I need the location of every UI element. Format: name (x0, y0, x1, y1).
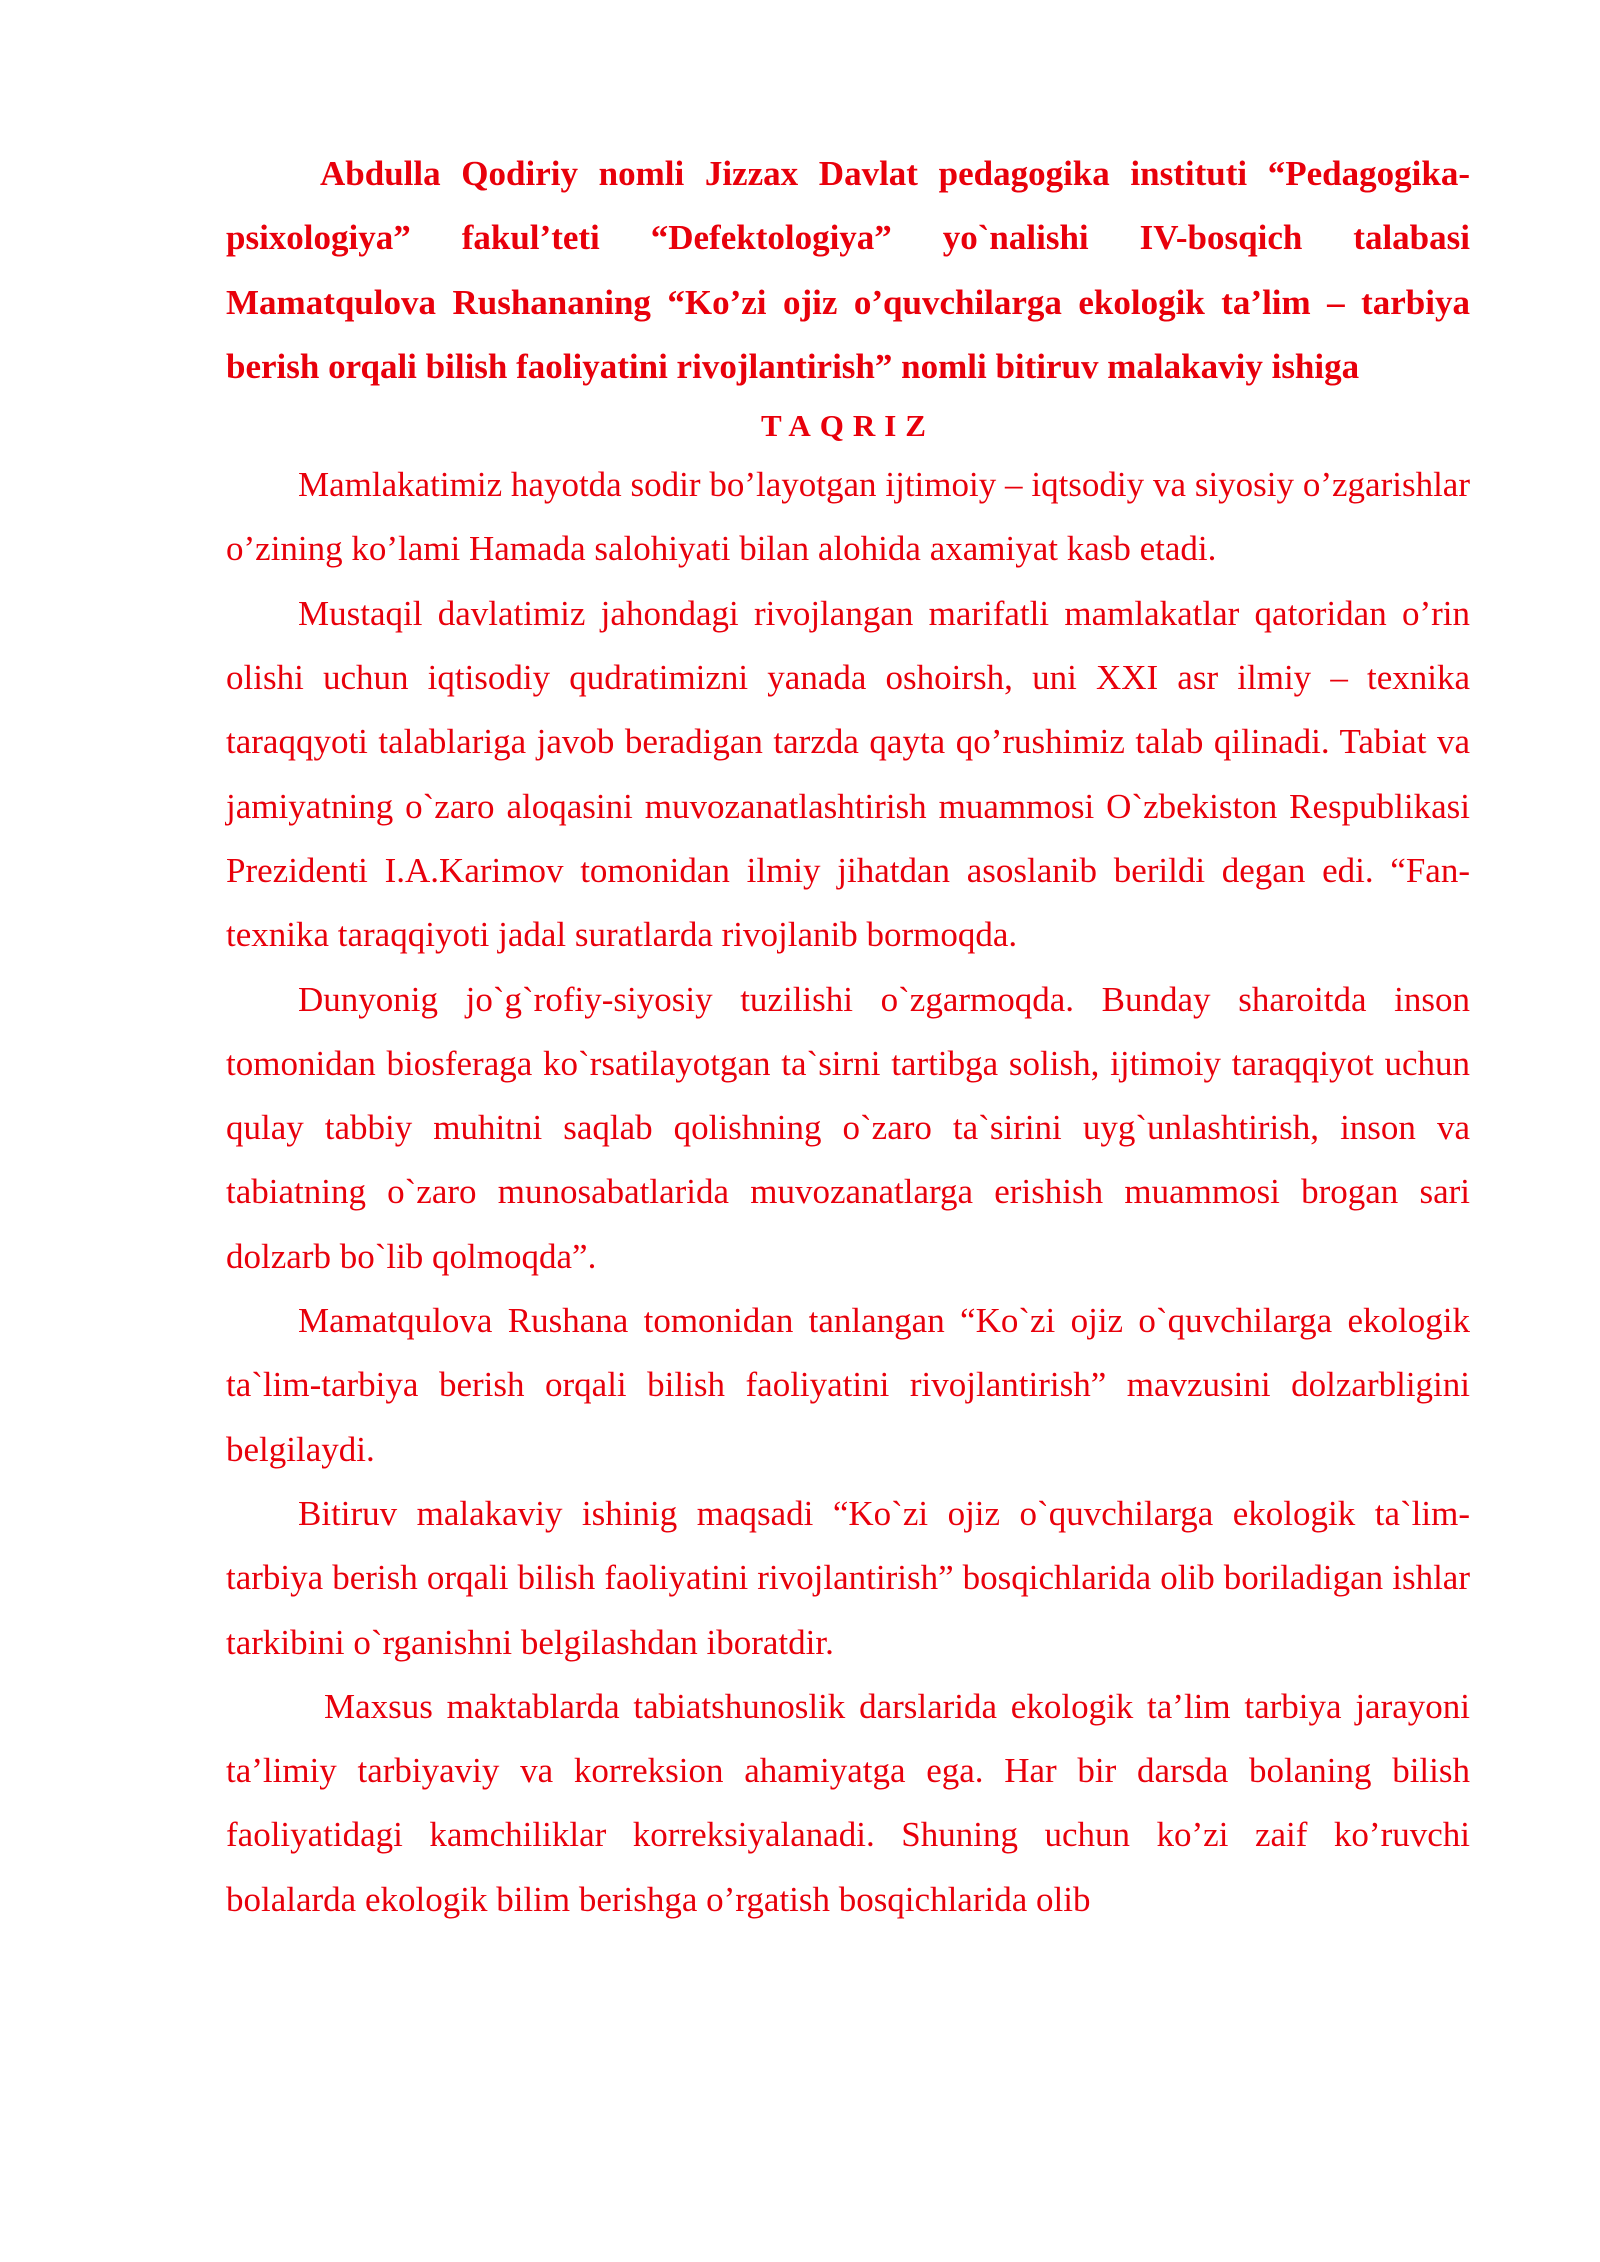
document-page (226, 142, 1470, 1932)
paragraph: Mustaqil davlatimiz jahondagi rivojlangan marifatli mamlakatlar qatoridan o’rin olishi uchun iqtisodiy qudratimizni yanada oshoirsh, uni XXI asr ilmiy – texnika taraqqyoti talablariga javob beradigan tarzda qayta qo’rushimiz talab qilinadi. Tabiat va jamiyatning o`zaro aloqasini muvozanatlashtirish muammosi O`zbekiston Respublikasi Prezidenti I.A.Karimov tomonidan ilmiy jihatdan asoslanib berildi degan edi. “Fan-texnika taraqqiyoti jadal suratlarda rivojlanib bormoqda. (226, 593, 1470, 955)
paragraph: Dunyonig jo`g`rofiy-siyosiy tuzilishi o`zgarmoqda. Bunday sharoitda inson tomonidan biosferaga ko`rsatilayotgan ta`sirni tartibga solish, ijtimoiy taraqqiyot uchun qulay tabbiy muhitni saqlab qolishning o`zaro ta`sirini uyg`unlashtirish, inson va tabiatning o`zaro munosabatlarida muvozanatlarga erishish muammosi brogan sari dolzarb bo`lib qolmoqda”. (226, 979, 1470, 1276)
paragraph: Maxsus maktablarda tabiatshunoslik darslarida ekologik ta’lim tarbiya jarayoni ta’limiy tarbiyaviy va korreksion ahamiyatga ega. Har bir darsda bolaning bilish faoliyatidagi kamchiliklar korreksiyalanadi. Shuning uchun ko’zi zaif ko’ruvchi bolalarda ekologik bilim berishga o’rgatish bosqichlarida olib (226, 1686, 1470, 1919)
paragraph: Mamatqulova Rushana tomonidan tanlangan “Ko`zi ojiz o`quvchilarga ekologik ta`lim-tarbiya berish orqali bilish faoliyatini rivojlantirish” mavzusini dolzarbligini belgilaydi. (226, 1301, 1470, 1469)
paragraph: Bitiruv malakaviy ishinig maqsadi “Ko`zi ojiz o`quvchilarga ekologik ta`lim-tarbiya berish orqali bilish faoliyatini rivojlantirish” bosqichlarida olib boriladigan ishlar tarkibini o`rganishni belgilashdan iboratdir. (226, 1493, 1470, 1662)
document-heading: Abdulla Qodiriy nomli Jizzax Davlat pedagogika instituti “Pedagogika-psixologiya” fakul’teti “Defektologiya” yo`nalishi IV-bosqich talabasi Mamatqulova Rushananing “Ko’zi ojiz o’quvchilarga ekologik ta’lim – tarbiya berish orqali bilish faoliyatini rivojlantirish” nomli bitiruv malakaviy ishiga (226, 154, 1470, 386)
paragraph: Mamlakatimiz hayotda sodir bo’layotgan ijtimoiy – iqtsodiy va siyosiy o’zgarishlar o’zining ko’lami Hamada salohiyati bilan alohida axamiyat kasb etadi. (226, 465, 1470, 569)
document-title: TAQRIZ (760, 408, 935, 444)
